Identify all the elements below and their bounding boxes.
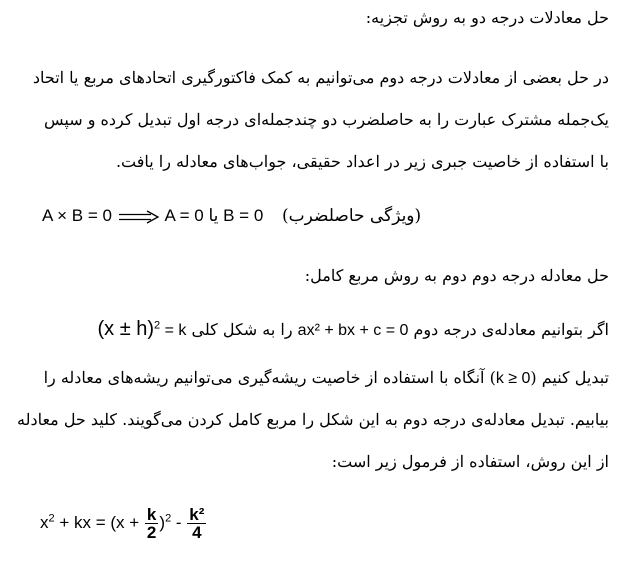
- fraction2-numerator: k²: [189, 505, 205, 524]
- formula2-x: x: [40, 512, 49, 532]
- para2-line3: بیابیم. تبدیل معادله‌ی درجه دوم به این شکل را مربع کامل کردن می‌گویند. کلید حل معادله: [16, 410, 609, 429]
- formula2-exponent-2: 2: [165, 512, 172, 525]
- para2-line4: از این روش، استفاده از فرمول زیر است:: [331, 452, 609, 471]
- formula1-note: (ویژگی حاصلضرب): [282, 206, 422, 226]
- para1-line3: با استفاده از خاصیت جبری زیر در اعداد حقیقی، جواب‌های معادله را یافت.: [115, 152, 609, 171]
- fraction2-denominator: 4: [192, 523, 202, 542]
- para2-line1-text-b: را به شکل کلی: [191, 320, 293, 339]
- formula1-lhs: A × B = 0: [42, 206, 112, 225]
- formula2-close-paren: ): [159, 512, 166, 532]
- fraction-k-over-2: [145, 506, 158, 541]
- general-form: [97, 318, 187, 340]
- formula-product-rule: [42, 206, 421, 226]
- heading-factoring: حل معادلات درجه دو به روش تجزیه:: [365, 8, 609, 27]
- formula-complete-square: [40, 506, 207, 541]
- fraction1-denominator: 2: [146, 523, 157, 542]
- para2-line1-text-a: اگر بتوانیم معادله‌ی درجه دوم: [413, 320, 609, 339]
- para2-line2-text-b: ) آنگاه با استفاده از خاصیت ریشه‌گیری می‌توانیم ریشه‌های معادله را: [43, 368, 496, 387]
- formula1-rhs-a: A = 0: [164, 206, 204, 225]
- para2-line2: [44, 368, 609, 388]
- general-form-base: (x ± h): [97, 318, 155, 340]
- para1-line2: یک‌جمله مشترک عبارت را به حاصلضرب دو چندجمله‌ای درجه اول تبدیل کرده و سپس: [43, 110, 609, 129]
- general-form-exponent: 2: [154, 319, 161, 332]
- para2-line2-text-a: تبدیل کنیم (: [530, 368, 609, 387]
- heading-complete-square: حل معادله درجه دوم دوم به روش مربع کامل:: [304, 266, 609, 285]
- general-form-rhs: = k: [160, 322, 187, 339]
- para1-line1: در حل بعضی از معادلات درجه دوم می‌توانیم به کمک فاکتورگیری اتحادهای مربع یا اتحاد: [32, 68, 609, 87]
- formula2-minus: -: [171, 512, 187, 532]
- formula2-exponent: 2: [48, 512, 55, 525]
- formula1-rhs-b: B = 0: [223, 206, 264, 225]
- implies-arrow-icon: [117, 210, 161, 224]
- para2-line1: [98, 318, 610, 341]
- fraction-k2-over-4: [187, 506, 206, 541]
- formula1-or: یا: [208, 206, 219, 226]
- k-condition: k ≥ 0: [495, 370, 531, 387]
- formula2-middle: + kx = (x +: [54, 512, 144, 532]
- quadratic-equation: ax² + bx + c = 0: [297, 322, 409, 339]
- fraction1-numerator: k: [146, 505, 157, 524]
